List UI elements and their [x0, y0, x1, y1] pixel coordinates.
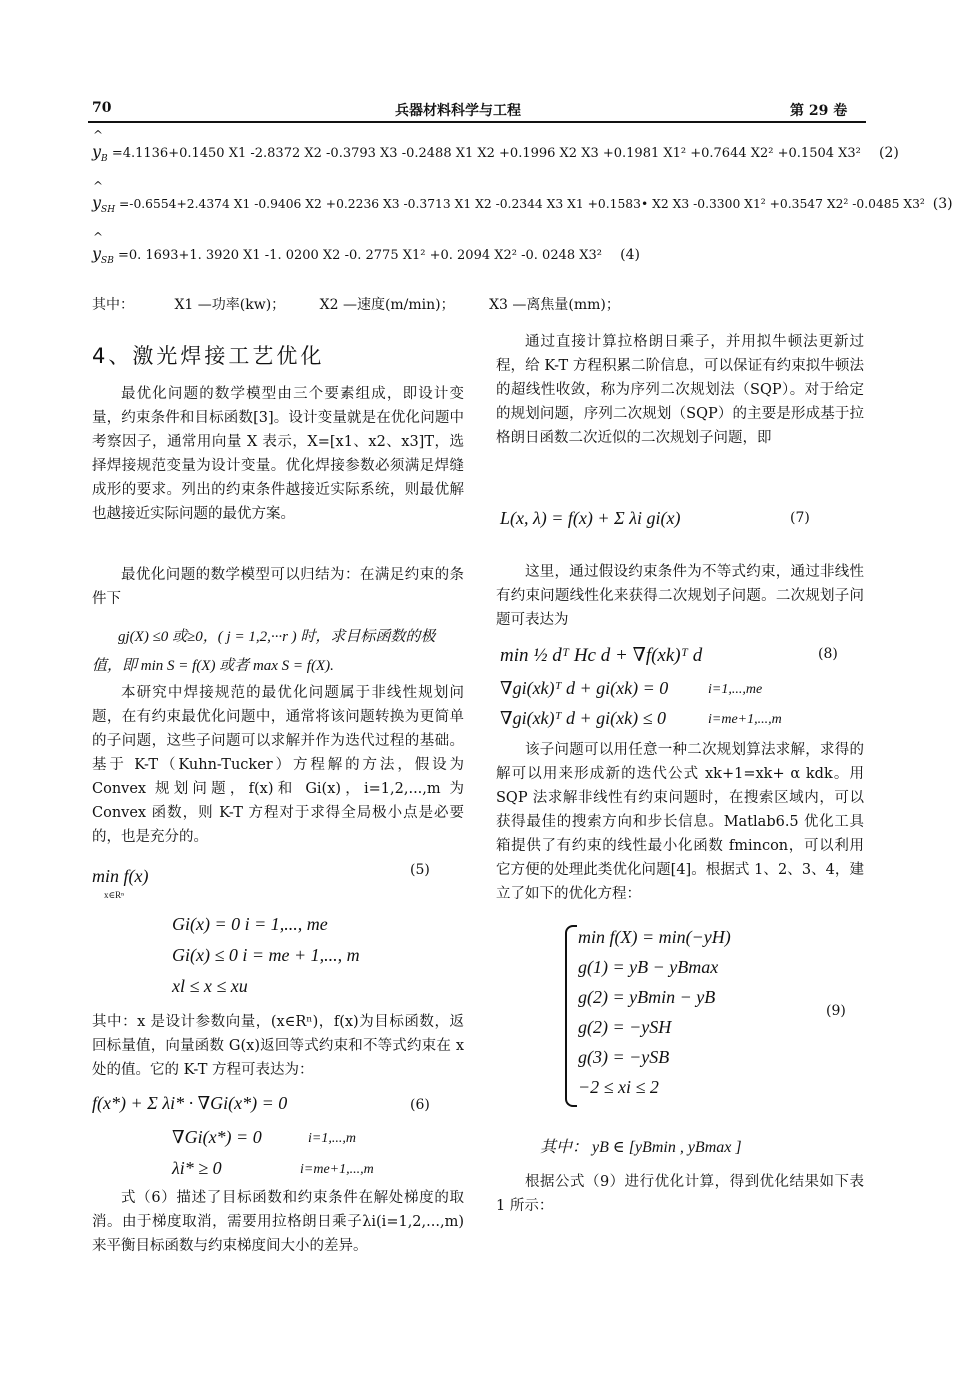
equation-9-number: (9) — [826, 1003, 846, 1019]
left-paragraph-3: 本研究中焊接规范的最优化问题属于非线性规划问题，在有约束最优化问题中，通常将该问题转换为更简单的子问题，这些子问题可以求解并作为迭代过程的基础。基于 K-T（Kuhn-Tucker）方程解的方法，假设为 Convex 规划问题，f(x)和 Gi(x)，i=1,2,...,m 为 Convex 函数，则 K-T 方程对于求得全局极小点是必要的，也是充分的。 — [92, 685, 464, 845]
right-paragraph-3: 该子问题可以用任意一种二次规划算法求解，求得的解可以用来形成新的迭代公式 xk+1=xk+ α kdk。用 SQP 法求解非线性有约束问题时，在搜索区域内，可以获得最佳的搜索方向和步长信息。Matlab6.5 优化工具箱提供了有约束的线性最小化函数 fmincon，可以利用它方便的处理此类优化问题[4]。根据式 1、2、3、4，建立了如下的优化方程： — [496, 742, 864, 902]
equation-8-line-1: min ½ dᵀ Hc d + ∇f(xk)ᵀ d — [500, 645, 703, 666]
equation-3: ^ $y_{SH} =-0.6554+2.4374$ X1 -0.9406 X2 +0.2236 X3 -0.3713 X1 X2 -0.2344 X3 X1 +0.1583• X2 X3 -0.3300 X1² +0.3547 X2² -0.0485 X3² (3) — [92, 179, 953, 216]
section-title: 4、激光焊接工艺优化 — [92, 344, 325, 368]
equation-6-range-3: i=me+1,...,m — [300, 1162, 374, 1177]
equation-5-constraint-1: Gi(x) = 0 i = 1,..., me — [172, 914, 328, 934]
equation-8-number: (8) — [818, 646, 838, 662]
right-paragraph-4: 根据公式（9）进行优化计算，得到优化结果如下表 1 所示： — [496, 1174, 864, 1214]
equation-8-range-3: i=me+1,...,m — [708, 712, 782, 727]
volume-label: 第 29 卷 — [790, 103, 848, 119]
equation-7-number: (7) — [790, 510, 810, 526]
equation-5-number: (5) — [410, 862, 430, 878]
equation-5-domain: x∈Rⁿ — [104, 890, 124, 900]
equation-9-line-6: −2 ≤ xi ≤ 2 — [578, 1077, 659, 1097]
equation-9-line-5: g(3) = −ySB — [578, 1047, 670, 1067]
equation-6-number: (6) — [410, 1097, 430, 1113]
header-rule — [88, 121, 866, 123]
left-paragraph-2: 最优化问题的数学模型可以归结为：在满足约束的条件下 — [92, 567, 464, 607]
equation-8-range-2: i=1,...,me — [708, 682, 763, 697]
equation-9-line-4: g(2) = −ySH — [578, 1017, 672, 1037]
equation-6-line-1: f(x*) + Σ λi* · ∇Gi(x*) = 0 — [92, 1093, 288, 1113]
constraint-line: gj(X) ≤0 或≥0，( j = 1,2,···r ) 时，求目标函数的极 — [118, 629, 436, 645]
equation-7: L(x, λ) = f(x) + Σ λi gi(x) — [500, 508, 681, 528]
left-paragraph-4: 其中：x 是设计参数向量，(x∈Rⁿ)，f(x)为目标函数，返回标量值，向量函数 G(x)返回等式约束和不等式约束在 x 处的值。它的 K-T 方程可表达为： — [92, 1014, 464, 1078]
page-number: 70 — [92, 100, 112, 116]
left-paragraph-5: 式（6）描述了目标函数和约束条件在解处梯度的取消。由于梯度取消，需要用拉格朗日乘子λi(i=1,2,...,m)来平衡目标函数与约束梯度间大小的差异。 — [92, 1190, 464, 1254]
right-paragraph-1: 通过直接计算拉格朗日乘子，并用拟牛顿法更新过程，给 K-T 方程积累二阶信息，可以保证有约束拟牛顿法的超线性收敛，称为序列二次规划法（SQP）。对于给定的规划问题，序列二次规划（SQP）的主要是形成基于拉格朗日函数二次近似的二次规划子问题，即 — [496, 334, 864, 446]
equation-8-line-3: ∇gi(xk)ᵀ d + gi(xk) ≤ 0 — [500, 708, 666, 728]
equation-5-constraint-2: Gi(x) ≤ 0 i = me + 1,..., m — [172, 945, 360, 965]
equation-2: ^ $y_B =4.1136+0.1450$ X1 -2.8372 X2 -0.3793 X3 -0.2488 X1 X2 +0.1996 X2 X3 +0.1981 X1² +0.7644 X2² +0.1504 X3² (2) — [92, 128, 899, 165]
equation-9-line-1: min f(X) = min(−yH) — [578, 927, 731, 947]
equation-5: min f(x) — [92, 866, 149, 886]
equation-9-where: 其中： yB ∈ [yBmin , yBmax ] — [540, 1139, 742, 1156]
equation-6-range-2: i=1,...,m — [308, 1131, 356, 1146]
equation-9-brace — [565, 925, 577, 1107]
variable-definitions: 其中： X1 —功率(kw)； X2 —速度(m/min)； X3 —离焦量(mm)； — [92, 297, 620, 313]
equation-4: ^ $y_{SB} =0$. 1693+1. 3920 X1 -1. 0200 X2 -0. 2775 X1² +0. 2094 X2² -0. 0248 X3² (4) — [92, 230, 640, 267]
equation-8-line-2: ∇gi(xk)ᵀ d + gi(xk) = 0 — [500, 678, 669, 698]
equation-9-line-3: g(2) = yBmin − yB — [578, 987, 716, 1007]
equation-9-line-2: g(1) = yB − yBmax — [578, 957, 719, 977]
left-paragraph-1: 最优化问题的数学模型由三个要素组成，即设计变量，约束条件和目标函数[3]。设计变量就是在优化问题中考察因子，通常用向量 X 表示，X=[x1、x2、x3]T，选择焊接规范变量为设计变量。优化焊接参数必须满足焊缝成形的要求。列出的约束条件越接近实际系统，则最优解也越接近实际问题的最优方案。 — [92, 386, 464, 522]
journal-title: 兵器材料科学与工程 — [395, 103, 521, 119]
equation-5-constraint-3: xl ≤ x ≤ xu — [172, 976, 248, 996]
equation-6-line-3: λi* ≥ 0 — [172, 1158, 222, 1178]
equation-6-line-2: ∇Gi(x*) = 0 — [172, 1127, 262, 1147]
constraint-line-2: 值，即 min S = f(X) 或者 max S = f(X). — [92, 658, 334, 674]
right-paragraph-2: 这里，通过假设约束条件为不等式约束，通过非线性有约束问题线性化来获得二次规划子问题。二次规划子问题可表达为 — [496, 564, 864, 628]
